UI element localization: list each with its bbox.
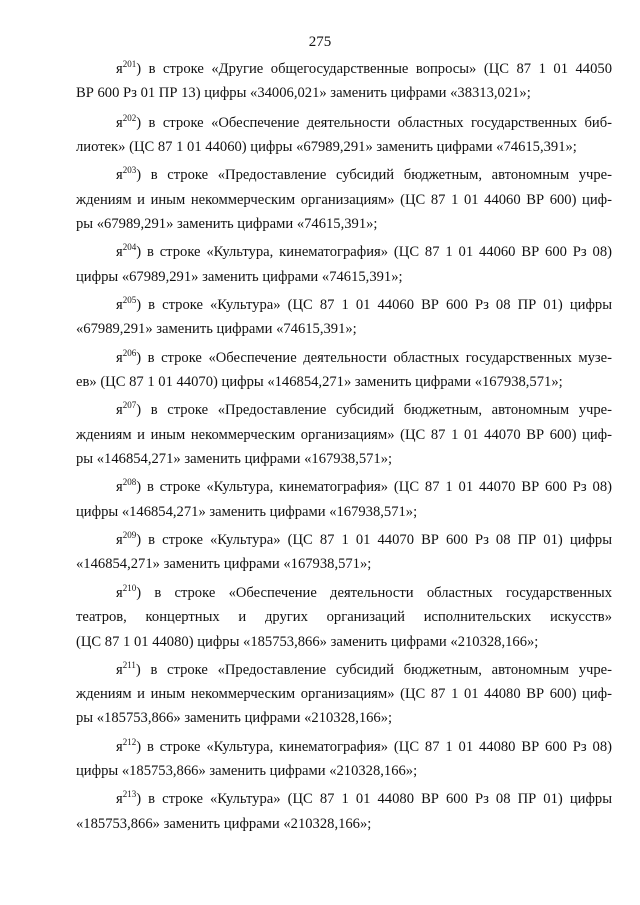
line-text: ) в строке «Обеспечение деятельности областных государственных bbox=[136, 585, 612, 601]
paragraph-line bbox=[116, 166, 612, 184]
item-number: 202 bbox=[122, 113, 137, 123]
item-number: 210 bbox=[122, 583, 137, 593]
item-marker: я bbox=[116, 739, 123, 755]
paragraph-line bbox=[76, 191, 612, 209]
line-text: «185753,866» заменить цифрами «210328,166»; bbox=[76, 816, 372, 832]
paragraph-line bbox=[76, 503, 612, 521]
item-marker: я bbox=[116, 350, 123, 366]
item-number: 206 bbox=[122, 348, 137, 358]
line-text: ) в строке «Культура, кинематография» (ЦС 87 1 01 44080 ВР 600 Рз 08) bbox=[136, 739, 612, 755]
paragraph-line bbox=[76, 608, 612, 626]
line-text: ) в строке «Культура» (ЦС 87 1 01 44070 ВР 600 Рз 08 ПР 01) цифры bbox=[136, 532, 612, 548]
paragraph-line bbox=[116, 531, 612, 549]
line-text: ждениям и иным некоммерческим организациям» (ЦС 87 1 01 44070 ВР 600) циф- bbox=[76, 427, 612, 443]
line-text: театров, концертных и других организаций исполнительских искусств» bbox=[76, 609, 612, 625]
paragraph-line bbox=[76, 268, 612, 286]
paragraph-line bbox=[116, 661, 612, 679]
paragraph-line bbox=[76, 373, 612, 391]
paragraph-line bbox=[116, 478, 612, 496]
paragraph-line bbox=[76, 138, 612, 156]
line-text: ры «146854,271» заменить цифрами «167938,571»; bbox=[76, 451, 393, 467]
paragraph-line bbox=[116, 401, 612, 419]
paragraph-line bbox=[116, 584, 612, 602]
line-text: ) в строке «Обеспечение деятельности областных государственных музе- bbox=[136, 350, 612, 366]
line-text: ры «67989,291» заменить цифрами «74615,391»; bbox=[76, 216, 378, 232]
line-text: ) в строке «Культура, кинематография» (ЦС 87 1 01 44060 ВР 600 Рз 08) bbox=[136, 244, 612, 260]
item-marker: я bbox=[116, 167, 123, 183]
line-text: ) в строке «Предоставление субсидий бюджетным, автономным учре- bbox=[136, 402, 612, 418]
paragraph-line bbox=[76, 762, 612, 780]
paragraph-line bbox=[116, 243, 612, 261]
line-text: (ЦС 87 1 01 44080) цифры «185753,866» заменить цифрами «210328,166»; bbox=[76, 634, 539, 650]
line-text: цифры «185753,866» заменить цифрами «210328,166»; bbox=[76, 763, 418, 779]
item-marker: я bbox=[116, 61, 123, 77]
line-text: «146854,271» заменить цифрами «167938,571»; bbox=[76, 556, 372, 572]
line-text: ) в строке «Другие общегосударственные вопросы» (ЦС 87 1 01 44050 bbox=[136, 61, 612, 77]
line-text: ры «185753,866» заменить цифрами «210328,166»; bbox=[76, 710, 393, 726]
paragraph-line bbox=[116, 349, 612, 367]
page-number: 275 bbox=[308, 34, 332, 50]
line-text: цифры «146854,271» заменить цифрами «167938,571»; bbox=[76, 504, 418, 520]
line-text: «67989,291» заменить цифрами «74615,391»; bbox=[76, 321, 357, 337]
paragraph-line bbox=[76, 84, 612, 102]
item-number: 209 bbox=[122, 530, 137, 540]
item-number: 212 bbox=[122, 737, 137, 747]
item-number: 205 bbox=[122, 295, 137, 305]
line-text: ) в строке «Обеспечение деятельности областных государственных биб- bbox=[136, 115, 612, 131]
item-number: 201 bbox=[122, 59, 137, 69]
line-text: ВР 600 Рз 01 ПР 13) цифры «34006,021» заменить цифрами «38313,021»; bbox=[76, 85, 531, 101]
item-number: 211 bbox=[122, 660, 136, 670]
item-number: 203 bbox=[122, 165, 137, 175]
item-marker: я bbox=[116, 115, 123, 131]
item-marker: я bbox=[116, 662, 123, 678]
paragraph-line bbox=[116, 114, 612, 132]
paragraph-line bbox=[76, 685, 612, 703]
paragraph-line bbox=[116, 296, 612, 314]
item-number: 213 bbox=[122, 789, 137, 799]
item-marker: я bbox=[116, 297, 123, 313]
paragraph-line bbox=[76, 320, 612, 338]
item-number: 204 bbox=[122, 242, 137, 252]
paragraph-line bbox=[76, 633, 612, 651]
line-text: ) в строке «Культура» (ЦС 87 1 01 44060 ВР 600 Рз 08 ПР 01) цифры bbox=[136, 297, 612, 313]
line-text: ) в строке «Культура, кинематография» (ЦС 87 1 01 44070 ВР 600 Рз 08) bbox=[136, 479, 612, 495]
line-text: ждениям и иным некоммерческим организациям» (ЦС 87 1 01 44080 ВР 600) циф- bbox=[76, 686, 612, 702]
paragraph-line bbox=[76, 215, 612, 233]
line-text: ждениям и иным некоммерческим организациям» (ЦС 87 1 01 44060 ВР 600) циф- bbox=[76, 192, 612, 208]
paragraph-line bbox=[76, 426, 612, 444]
line-text: ) в строке «Предоставление субсидий бюджетным, автономным учре- bbox=[135, 662, 612, 678]
paragraph-line bbox=[116, 790, 612, 808]
paragraph-line bbox=[76, 450, 612, 468]
item-marker: я bbox=[116, 479, 123, 495]
line-text: цифры «67989,291» заменить цифрами «74615,391»; bbox=[76, 269, 403, 285]
item-marker: я bbox=[116, 402, 123, 418]
paragraph-line bbox=[116, 60, 612, 78]
item-number: 207 bbox=[122, 400, 137, 410]
item-number: 208 bbox=[122, 477, 137, 487]
line-text: лиотек» (ЦС 87 1 01 44060) цифры «67989,291» заменить цифрами «74615,391»; bbox=[76, 139, 577, 155]
paragraph-line bbox=[76, 815, 612, 833]
item-marker: я bbox=[116, 585, 123, 601]
line-text: ) в строке «Культура» (ЦС 87 1 01 44080 ВР 600 Рз 08 ПР 01) цифры bbox=[136, 791, 612, 807]
paragraph-line bbox=[76, 555, 612, 573]
line-text: ) в строке «Предоставление субсидий бюджетным, автономным учре- bbox=[136, 167, 612, 183]
item-marker: я bbox=[116, 532, 123, 548]
line-text: ев» (ЦС 87 1 01 44070) цифры «146854,271» заменить цифрами «167938,571»; bbox=[76, 374, 563, 390]
paragraph-line bbox=[116, 738, 612, 756]
paragraph-line bbox=[76, 709, 612, 727]
item-marker: я bbox=[116, 791, 123, 807]
item-marker: я bbox=[116, 244, 123, 260]
